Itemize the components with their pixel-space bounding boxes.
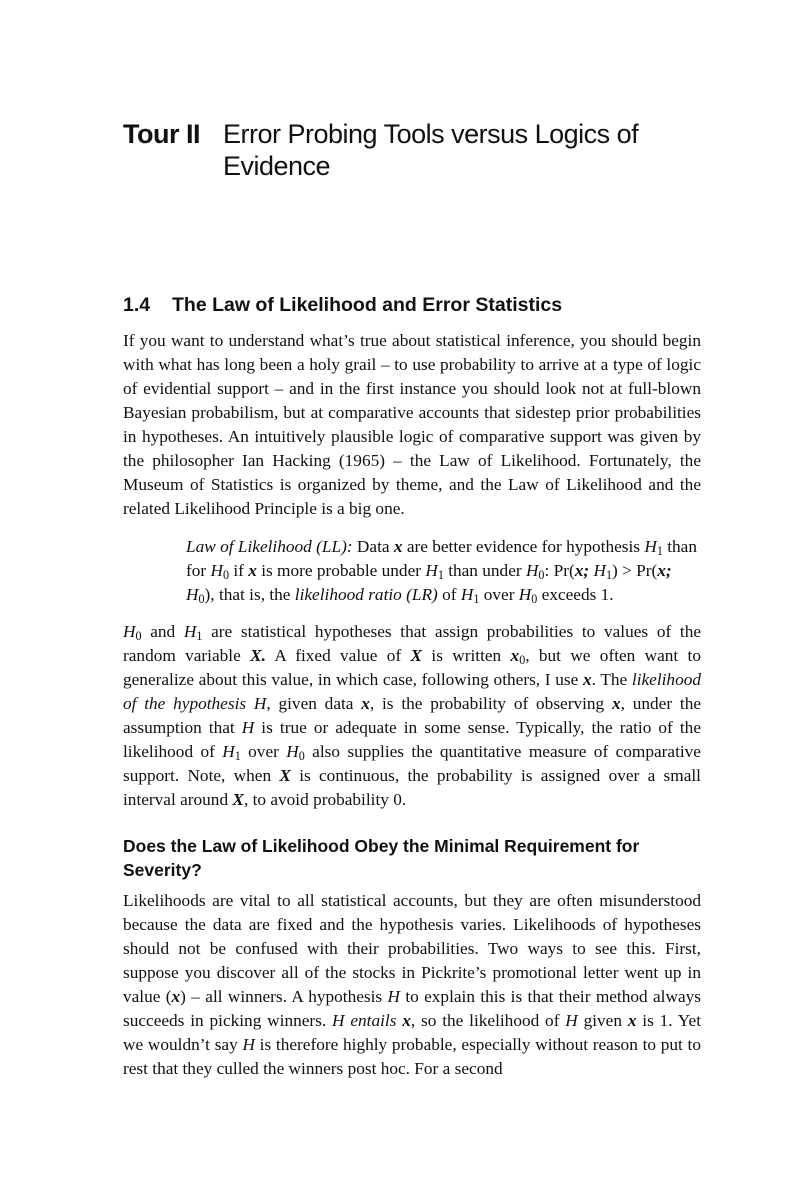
section-heading xyxy=(123,292,723,318)
section-title: The Law of Likelihood and Error Statistics xyxy=(172,294,563,316)
section-number: 1.4 xyxy=(123,294,151,316)
law-of-likelihood-definition: Law of Likelihood (LL): Data x are better evidence for hypothesis $H_1$ than for $H_0$ if x is more probable under $H_1$ than under $H_0$: Pr(x; $H_1) > Pr(x$; $H_0$), that is, the likelihood ratio (LR) of $H_1$ over $H_0$ exceeds 1. xyxy=(186,537,697,607)
tour-label: Tour II xyxy=(123,119,200,149)
paragraph-intro: If you want to understand what’s true about statistical inference, you should begin with what has long been a holy grail – to use probability to arrive at a type of logic of evidential support – and in the first instance you should look not at full-blown Bayesian probabilism, but at comparative accounts that sidestep prior probabilities in hypotheses. An intuitively plausible logic of comparative support was given by the philosopher Ian Hacking (1965) – the Law of Likelihood. Fortunately, the Museum of Statistics is organized by theme, and the Law of Likelihood and the related Likelihood Principle is a big one. xyxy=(123,331,701,518)
subheading-severity: Does the Law of Likelihood Obey the Minimal Requirement for Severity? xyxy=(123,836,640,880)
paragraph-hypotheses: $H_0$ and $H_1$ are statistical hypotheses that assign probabilities to values of the random variable X. A fixed value of X is written $x_0$, but we often want to generalize about this value, in which case, following others, I use x. The likelihood of the hypothesis H, given data x, is the probability of observing x, under the assumption that H is true or adequate in some sense. Typically, the ratio of the likelihood of $H_1$ over $H_0$ also supplies the quantitative measure of comparative support. Note, when X is continuous, the probability is assigned over a small interval around X, to avoid probability 0. xyxy=(123,622,702,809)
tour-title: Error Probing Tools versus Logics of Evidence xyxy=(223,119,639,181)
paragraph-likelihoods: Likelihoods are vital to all statistical accounts, but they are often misunderstood because the data are fixed and the hypothesis varies. Likelihoods of hypotheses should not be confused with their probabilities. Two ways to see this. First, suppose you discover all of the stocks in Pickrite’s promotional letter went up in value (x) – all winners. A hypothesis H to explain this is that their method always succeeds in picking winners. H entails x, so the likelihood of H given x is 1. Yet we wouldn’t say H is therefore highly probable, especially without reason to put to rest that they culled the winners post hoc. For a second xyxy=(123,891,701,1078)
